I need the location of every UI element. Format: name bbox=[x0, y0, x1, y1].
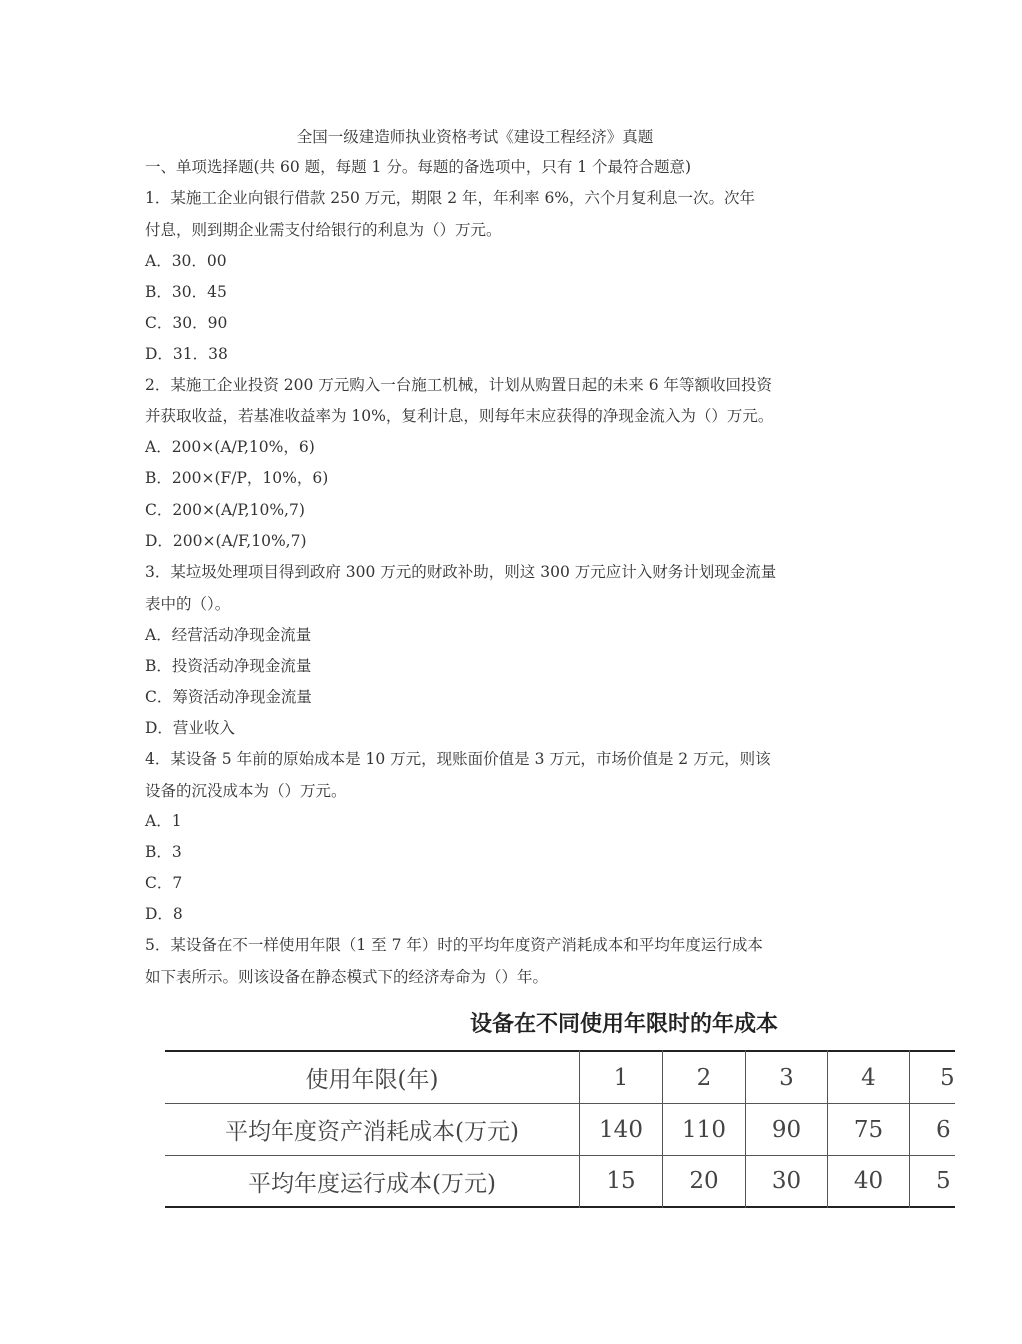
table-cell: 5 bbox=[936, 1168, 951, 1194]
question-line: 并获取收益，若基准收益率为 10%，复利计息，则每年末应获得的净现金流入为（）万元。 bbox=[145, 407, 774, 425]
table-header-cell: 1 bbox=[613, 1064, 629, 1091]
table-cell: 40 bbox=[853, 1168, 884, 1194]
option-line: D．200×(A/F,10%,7) bbox=[145, 532, 307, 550]
option-line: B．投资活动净现金流量 bbox=[145, 657, 312, 675]
question-line: 1．某施工企业向银行借款 250 万元，期限 2 年，年利率 6%，六个月复利息一次。次年 bbox=[145, 189, 756, 207]
table-header-cell: 使用年限(年) bbox=[305, 1067, 439, 1093]
option-line: D．营业收入 bbox=[145, 719, 235, 737]
option-line: A．30．00 bbox=[145, 252, 227, 270]
question-line: 4．某设备 5 年前的原始成本是 10 万元，现账面价值是 3 万元，市场价值是 2 万元，则该 bbox=[145, 750, 771, 768]
option-line: A．经营活动净现金流量 bbox=[145, 626, 312, 644]
option-line: C．筹资活动净现金流量 bbox=[145, 688, 312, 706]
option-line: B．3 bbox=[145, 843, 182, 861]
table-cell: 15 bbox=[606, 1168, 636, 1194]
table-row-label: 平均年度运行成本(万元) bbox=[248, 1170, 496, 1197]
question-line: 如下表所示。则该设备在静态模式下的经济寿命为（）年。 bbox=[145, 968, 549, 986]
table-header-cell: 3 bbox=[779, 1064, 794, 1091]
option-line: D．8 bbox=[145, 905, 183, 923]
table-header-cell: 2 bbox=[696, 1064, 712, 1091]
option-line: B．30．45 bbox=[145, 283, 227, 301]
question-line: 2．某施工企业投资 200 万元购入一台施工机械，计划从购置日起的未来 6 年等额收回投资 bbox=[145, 376, 773, 394]
table-cell: 75 bbox=[853, 1116, 884, 1143]
question-line: 付息，则到期企业需支付给银行的利息为（）万元。 bbox=[145, 221, 502, 239]
question-line: 3．某垃圾处理项目得到政府 300 万元的财政补助，则这 300 万元应计入财务计划现金流量 bbox=[145, 563, 777, 581]
cost-table-figure bbox=[165, 1010, 955, 1215]
question-line: 5．某设备在不一样使用年限（1 至 7 年）时的平均年度资产消耗成本和平均年度运行成本 bbox=[145, 936, 763, 954]
option-line: D．31．38 bbox=[145, 345, 228, 363]
table-row-label: 平均年度资产消耗成本(万元) bbox=[225, 1119, 519, 1145]
table-cell: 140 bbox=[599, 1116, 643, 1143]
table-cell: 30 bbox=[771, 1168, 802, 1194]
question-line: 设备的沉没成本为（）万元。 bbox=[145, 782, 347, 800]
option-line: A．1 bbox=[145, 812, 182, 830]
table-header-cell: 5 bbox=[940, 1064, 955, 1091]
option-line: A．200×(A/P,10%，6) bbox=[145, 438, 315, 456]
question-line: 表中的（）。 bbox=[145, 595, 231, 613]
table-header-cell: 4 bbox=[861, 1064, 876, 1091]
table-bottom-rule bbox=[165, 1206, 955, 1208]
option-line: C．200×(A/P,10%,7) bbox=[145, 501, 305, 519]
table-cell: 110 bbox=[682, 1116, 726, 1143]
table-cell: 90 bbox=[771, 1116, 802, 1143]
table-cell: 6 bbox=[936, 1116, 951, 1143]
section-heading: 一、单项选择题(共 60 题，每题 1 分。每题的备选项中，只有 1 个最符合题意) bbox=[145, 158, 692, 176]
option-line: B．200×(F/P，10%，6) bbox=[145, 469, 329, 487]
option-line: C．7 bbox=[145, 874, 183, 892]
option-line: C．30．90 bbox=[145, 314, 228, 332]
table-caption: 设备在不同使用年限时的年成本 bbox=[470, 1012, 779, 1037]
document-title: 全国一级建造师执业资格考试《建设工程经济》真题 bbox=[296, 128, 654, 146]
table-cell: 20 bbox=[689, 1168, 719, 1194]
